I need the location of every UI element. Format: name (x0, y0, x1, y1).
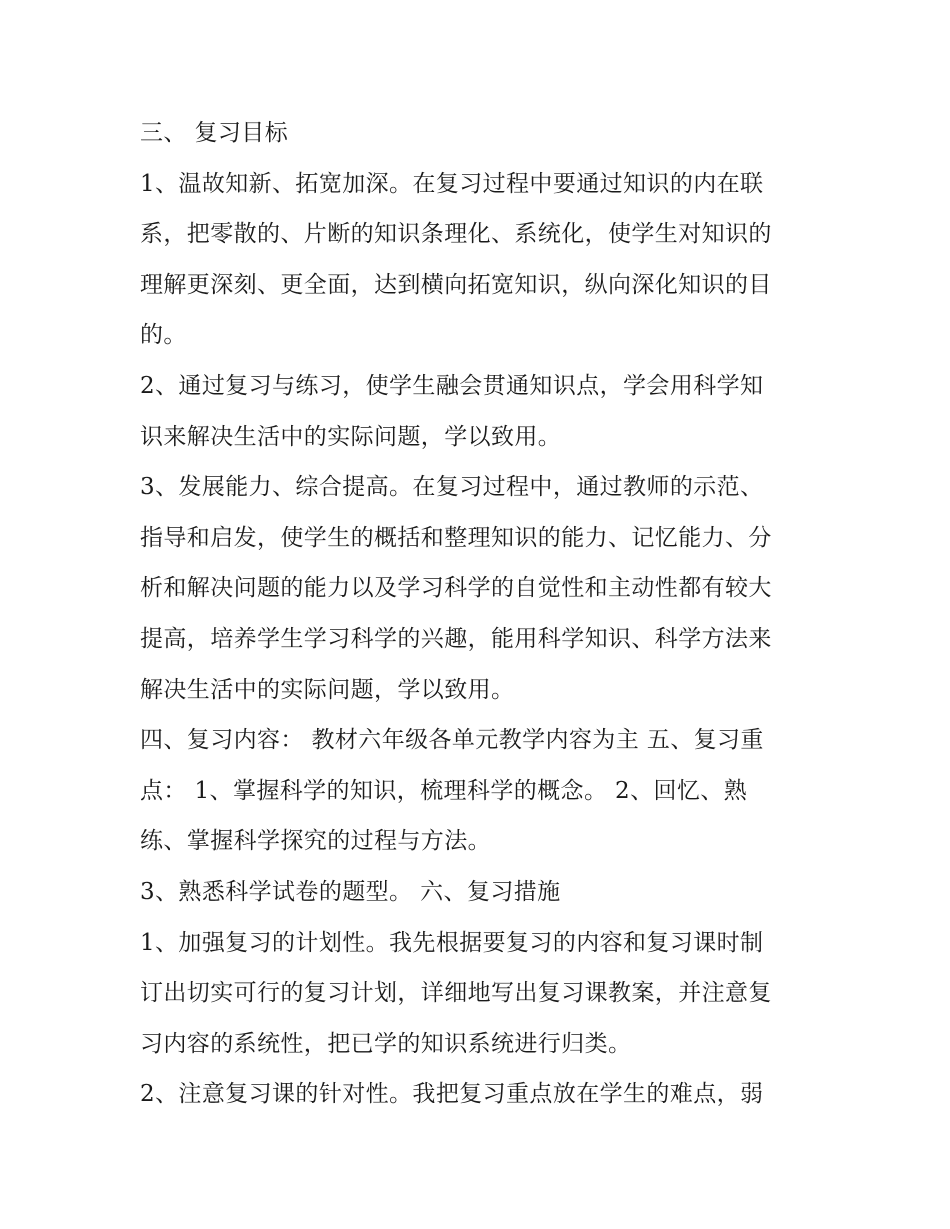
paragraph-line: 3、发展能力、综合提高。在复习过程中，通过教师的示范、 (140, 474, 764, 501)
paragraph-line: 识来解决生活中的实际问题，学以致用。 (140, 423, 562, 450)
section-heading-review-goals: 三、 复习目标 (140, 120, 289, 146)
paragraph-line: 练、掌握科学探究的过程与方法。 (140, 828, 491, 855)
paragraph-line: 析和解决问题的能力以及学习科学的自觉性和主动性都有较大 (140, 575, 772, 602)
paragraph-line: 订出切实可行的复习计划，详细地写出复习课教案，并注意复 (140, 980, 772, 1007)
paragraph-line: 2、注意复习课的针对性。我把复习重点放在学生的难点，弱 (140, 1081, 764, 1108)
paragraph-line: 解决生活中的实际问题，学以致用。 (140, 676, 515, 703)
paragraph-line: 提高，培养学生学习科学的兴趣，能用科学知识、科学方法来 (140, 625, 772, 652)
paragraph-line: 系，把零散的、片断的知识条理化、系统化，使学生对知识的 (140, 221, 772, 248)
paragraph-line: 3、熟悉科学试卷的题型。 六、复习措施 (140, 878, 561, 905)
paragraph-line: 1、加强复习的计划性。我先根据要复习的内容和复习课时制 (140, 929, 764, 956)
paragraph-line: 四、复习内容： 教材六年级各单元教学内容为主 五、复习重 (140, 727, 764, 754)
paragraph-line: 指导和启发，使学生的概括和整理知识的能力、记忆能力、分 (140, 524, 772, 551)
paragraph-line: 习内容的系统性，把已学的知识系统进行归类。 (140, 1030, 632, 1057)
paragraph-line: 的。 (140, 322, 187, 349)
paragraph-line: 2、通过复习与练习，使学生融会贯通知识点，学会用科学知 (140, 372, 764, 399)
paragraph-line: 1、温故知新、拓宽加深。在复习过程中要通过知识的内在联 (140, 170, 764, 197)
paragraph-line: 点： 1、掌握科学的知识，梳理科学的概念。 2、回忆、熟 (140, 777, 748, 804)
document-body (140, 108, 820, 1120)
paragraph-line: 理解更深刻、更全面，达到横向拓宽知识，纵向深化知识的目 (140, 271, 772, 298)
